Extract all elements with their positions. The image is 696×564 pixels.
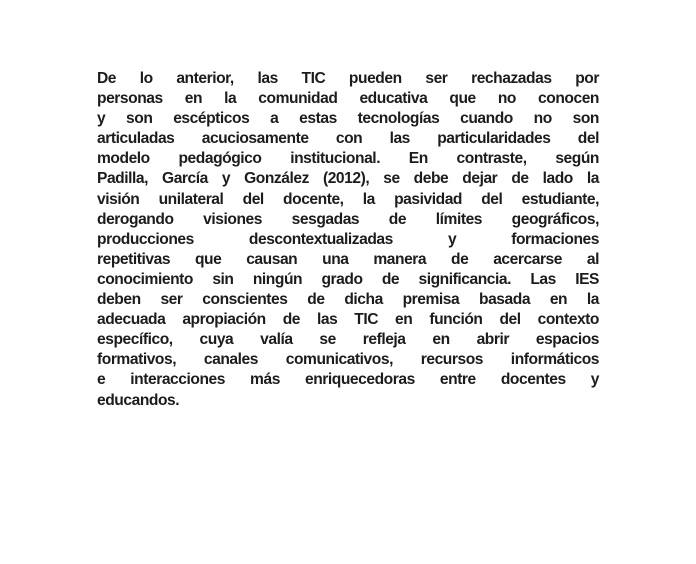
paragraph-line: conocimiento sin ningún grado de significancia. Las IES xyxy=(97,270,599,288)
paragraph-line: Padilla, García y González (2012), se debe dejar de lado la xyxy=(97,170,599,188)
body-paragraph xyxy=(97,69,599,411)
paragraph-line: y son escépticos a estas tecnologías cuando no son xyxy=(97,110,599,128)
paragraph-line: e interacciones más enriquecedoras entre docentes y xyxy=(97,371,599,389)
paragraph-line: visión unilateral del docente, la pasividad del estudiante, xyxy=(97,190,599,208)
paragraph-line: modelo pedagógico institucional. En contraste, según xyxy=(97,150,599,168)
paragraph-line: derogando visiones sesgadas de límites geográficos, xyxy=(97,210,599,228)
paragraph-line: De lo anterior, las TIC pueden ser rechazadas por xyxy=(97,70,599,87)
paragraph-line: adecuada apropiación de las TIC en función del contexto xyxy=(97,311,599,329)
paragraph-line: deben ser conscientes de dicha premisa basada en la xyxy=(97,291,599,309)
paragraph-line: repetitivas que causan una manera de acercarse al xyxy=(97,250,599,268)
paragraph-line: específico, cuya valía se refleja en abrir espacios xyxy=(97,331,599,349)
paragraph-line: producciones descontextualizadas y formaciones xyxy=(97,230,599,248)
paragraph-line: formativos, canales comunicativos, recursos informáticos xyxy=(97,351,599,369)
paragraph-line: educandos. xyxy=(97,391,180,409)
paragraph-line: articuladas acuciosamente con las particularidades del xyxy=(97,130,599,148)
paragraph-line: personas en la comunidad educativa que no conocen xyxy=(97,90,599,108)
